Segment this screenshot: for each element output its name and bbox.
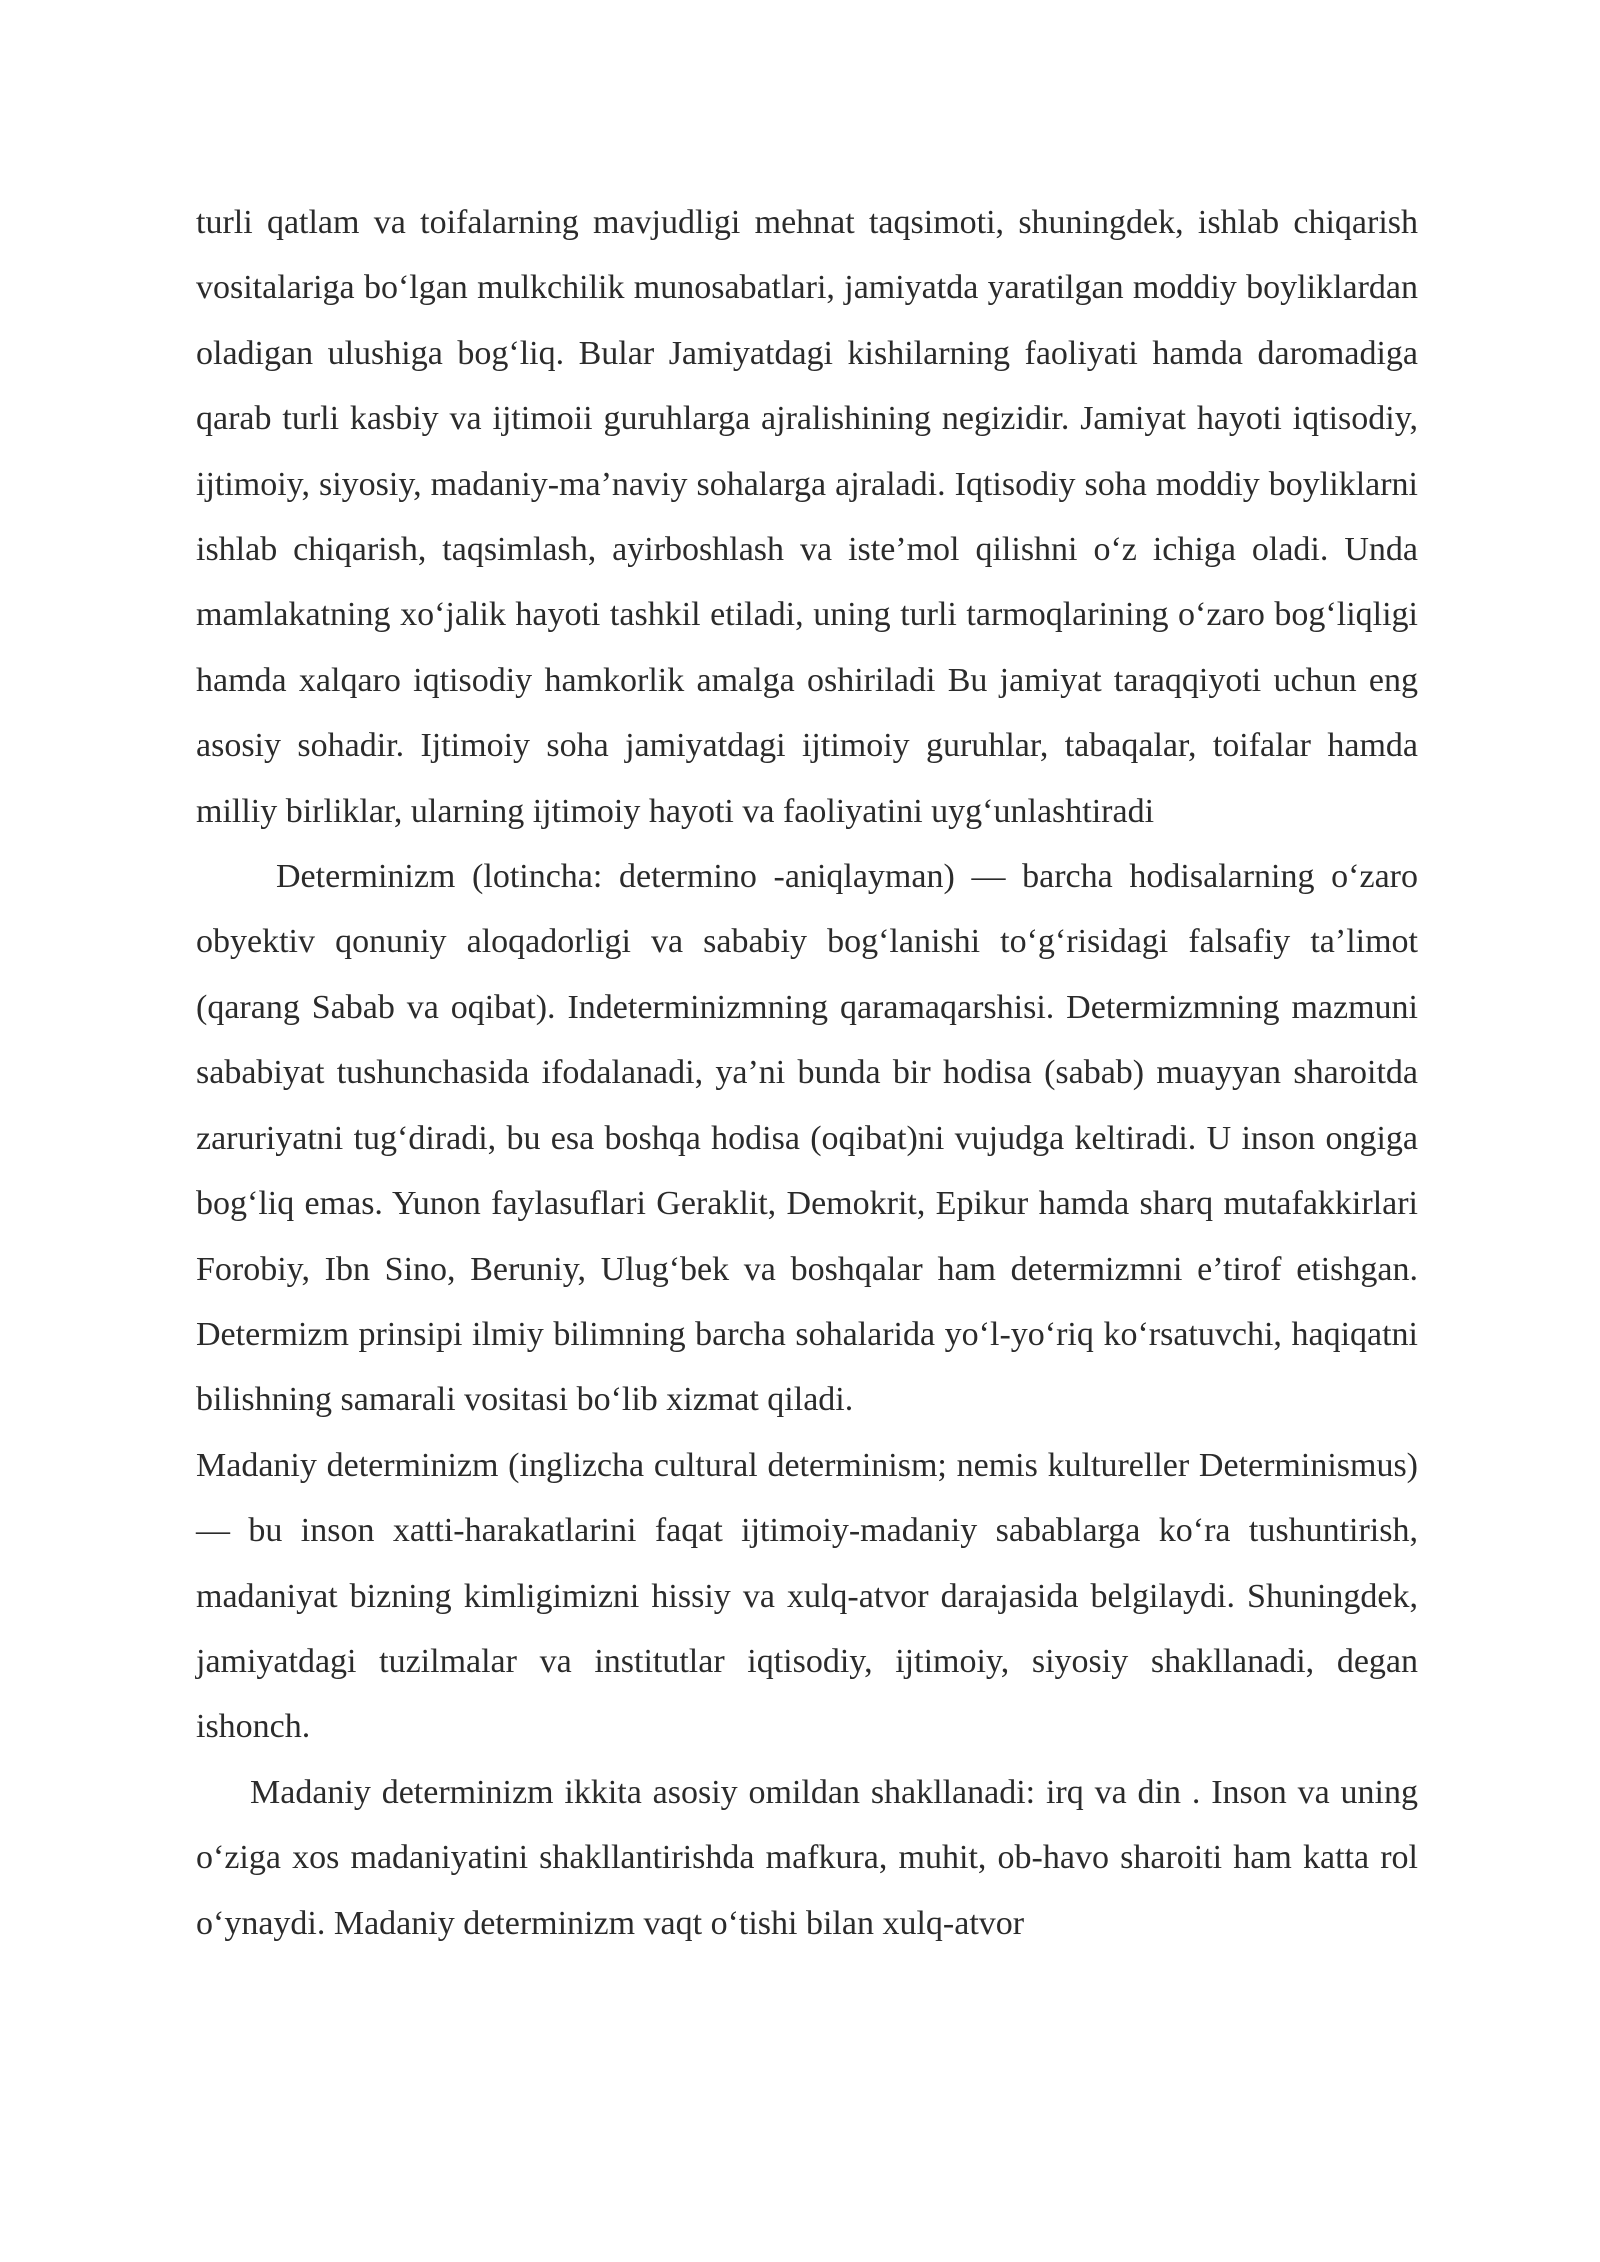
paragraph-determinism: Determinizm (lotincha: determino -aniqlayman) — barcha hodisalarning o‘zaro obyektiv qonuniy aloqadorligi va sababiy bog‘lanishi to‘g‘risidagi falsafiy ta’limot (qarang Sabab va oqibat). Indeterminizmning qaramaqarshisi. Determizmning mazmuni sababiyat tushunchasida ifodalanadi, ya’ni bunda bir hodisa (sabab) muayyan sharoitda zaruriyatni tug‘diradi, bu esa boshqa hodisa (oqibat)ni vujudga keltiradi. U inson ongiga bog‘liq emas. Yunon faylasuflari Geraklit, Demokrit, Epikur hamda sharq mutafakkirlari Forobiy, Ibn Sino, Beruniy, Ulug‘bek va boshqalar ham determizmni e’tirof etishgan. Determizm prinsipi ilmiy bilimning barcha sohalarida yo‘l-yo‘riq ko‘rsatuvchi, haqiqatni bilishning samarali vositasi bo‘lib xizmat qiladi. bbox=[196, 858, 1418, 1419]
paragraph-cultural-determinism-factors: Madaniy determinizm ikkita asosiy omildan shakllanadi: irq va din . Inson va uning o‘ziga xos madaniyatini shakllantirishda mafkura, muhit, ob-havo sharoiti ham katta rol o‘ynaydi. Madaniy determinizm vaqt o‘tishi bilan xulq-atvor bbox=[196, 1773, 1418, 1942]
document-page bbox=[196, 190, 1418, 1956]
paragraph-social-spheres: turli qatlam va toifalarning mavjudligi mehnat taqsimoti, shuningdek, ishlab chiqarish vositalariga bo‘lgan mulkchilik munosabatlari, jamiyatda yaratilgan moddiy boyliklardan oladigan ulushiga bog‘liq. Bular Jamiyatdagi kishilarning faoliyati hamda daromadiga qarab turli kasbiy va ijtimoii guruhlarga ajralishining negizidir. Jamiyat hayoti iqtisodiy, ijtimoiy, siyosiy, madaniy-ma’naviy sohalarga ajraladi. Iqtisodiy soha moddiy boyliklarni ishlab chiqarish, taqsimlash, ayirboshlash va iste’mol qilishni o‘z ichiga oladi. Unda mamlakatning xo‘jalik hayoti tashkil etiladi, uning turli tarmoqlarining o‘zaro bog‘liqligi hamda xalqaro iqtisodiy hamkorlik amalga oshiriladi Bu jamiyat taraqqiyoti uchun eng asosiy sohadir. Ijtimoiy soha jamiyatdagi ijtimoiy guruhlar, tabaqalar, toifalar hamda milliy birliklar, ularning ijtimoiy hayoti va faoliyatini uyg‘unlashtiradi bbox=[196, 204, 1418, 830]
paragraph-cultural-determinism: Madaniy determinizm (inglizcha cultural determinism; nemis kultureller Determinismus) — bu inson xatti-harakatlarini faqat ijtimoiy-madaniy sabablarga ko‘ra tushuntirish, madaniyat bizning kimligimizni hissiy va xulq-atvor darajasida belgilaydi. Shuningdek, jamiyatdagi tuzilmalar va institutlar iqtisodiy, ijtimoiy, siyosiy shakllanadi, degan ishonch. bbox=[196, 1446, 1418, 1746]
